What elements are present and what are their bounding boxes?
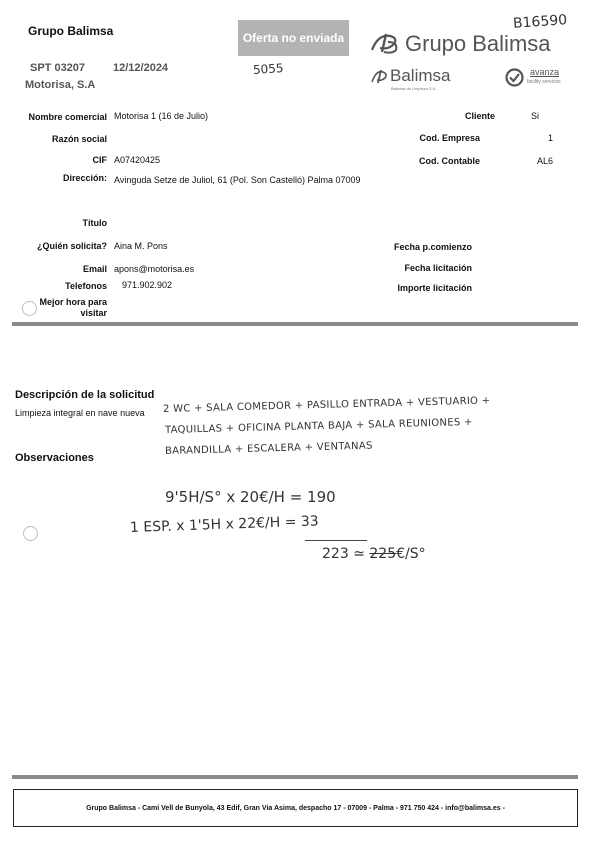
quien-solicita-value: Aina M. Pons <box>114 241 168 251</box>
mejor-hora-label: Mejor hora para <box>39 297 107 307</box>
partner-logo-tagline: facility services <box>527 79 561 85</box>
telefonos-value: 971.902.902 <box>122 280 173 290</box>
secondary-logo-tagline: Balimsa de Limpieza S.A. <box>391 86 437 91</box>
telefonos-label: Telefonos <box>65 281 107 291</box>
email-value: apons@motorisa.es <box>114 264 195 274</box>
calculation-line-1: 9'5H/S° x 20€/H = 190 <box>165 488 336 506</box>
cliente-label: Cliente <box>464 111 495 121</box>
footer <box>13 789 578 827</box>
status-badge <box>238 20 349 56</box>
fecha-licitacion-label: Fecha licitación <box>404 263 472 273</box>
calculation-total-line <box>322 546 426 562</box>
avanza-check-icon <box>505 68 524 87</box>
approx-symbol: ≃ <box>353 546 365 562</box>
cif-value: A07420425 <box>114 155 161 165</box>
balimsa-logo-icon <box>368 30 402 54</box>
company-name: Grupo Balimsa <box>28 24 114 38</box>
main-logo: Grupo Balimsa <box>405 31 551 56</box>
footer-divider <box>12 775 578 779</box>
punch-hole <box>23 526 38 541</box>
observaciones-heading: Observaciones <box>15 452 94 464</box>
handwritten-description-line-3: BARANDILLA + ESCALERA + VENTANAS <box>164 440 373 457</box>
nombre-comercial-value: Motorisa 1 (16 de Julio) <box>114 111 209 121</box>
cod-contable-label: Cod. Contable <box>419 156 480 166</box>
description-heading: Descripción de la solicitud <box>15 389 155 401</box>
section-divider <box>12 322 578 326</box>
cliente-value: Si <box>531 111 540 121</box>
sum-line <box>305 540 367 541</box>
partner-logo: avanza <box>530 67 560 77</box>
razon-social-label: Razón social <box>51 134 107 144</box>
quien-solicita-label: ¿Quién solicita? <box>36 241 107 251</box>
cod-contable-value: AL6 <box>537 156 554 166</box>
handwritten-description-line-1: 2 WC + SALA COMEDOR + PASILLO ENTRADA + VESTUARIO + <box>162 395 491 415</box>
punch-hole <box>22 301 37 316</box>
mejor-hora-label-2: visitar <box>80 308 107 318</box>
cif-label: CIF <box>92 155 107 165</box>
footer-text: Grupo Balimsa - Camí Vell de Bunyola, 43 Edif, Gran Via Asima, despacho 17 - 07009 - Palma - 971 750 424 - info@balimsa.es - <box>86 804 505 812</box>
balimsa-small-logo-icon <box>370 68 390 84</box>
email-label: Email <box>82 264 107 274</box>
handwritten-description-line-2: TAQUILLAS + OFICINA PLANTA BAJA + SALA REUNIONES + <box>164 416 473 436</box>
cod-empresa-value: 1 <box>548 133 554 143</box>
importe-licitacion-label: Importe licitación <box>397 283 472 293</box>
status-badge-label: Oferta no enviada <box>242 31 345 45</box>
description-text: Limpieza integral en nave nueva <box>15 408 145 418</box>
fecha-comienzo-label: Fecha p.comienzo <box>393 242 472 252</box>
calculation-total: 223 <box>322 546 349 562</box>
client-name: Motorisa, S.A <box>25 79 96 91</box>
total-suffix: €/S° <box>396 546 426 562</box>
direccion-value: Avinguda Setze de Juliol, 61 (Pol. Son Castelló) Palma 07009 <box>114 175 361 185</box>
secondary-logo: Balimsa <box>390 66 451 85</box>
direccion-label: Dirección: <box>62 173 107 183</box>
handwritten-id: B16590 <box>512 12 568 32</box>
crossed-out-total: 225 <box>369 546 397 562</box>
titulo-label: Título <box>82 218 107 228</box>
document-date: 12/12/2024 <box>113 62 169 74</box>
nombre-comercial-label: Nombre comercial <box>28 112 107 122</box>
cod-empresa-label: Cod. Empresa <box>419 133 480 143</box>
calculation-line-2: 1 ESP. x 1'5H x 22€/H = 33 <box>129 513 319 536</box>
handwritten-note: 5055 <box>252 60 284 78</box>
document-code: SPT 03207 <box>30 62 86 74</box>
